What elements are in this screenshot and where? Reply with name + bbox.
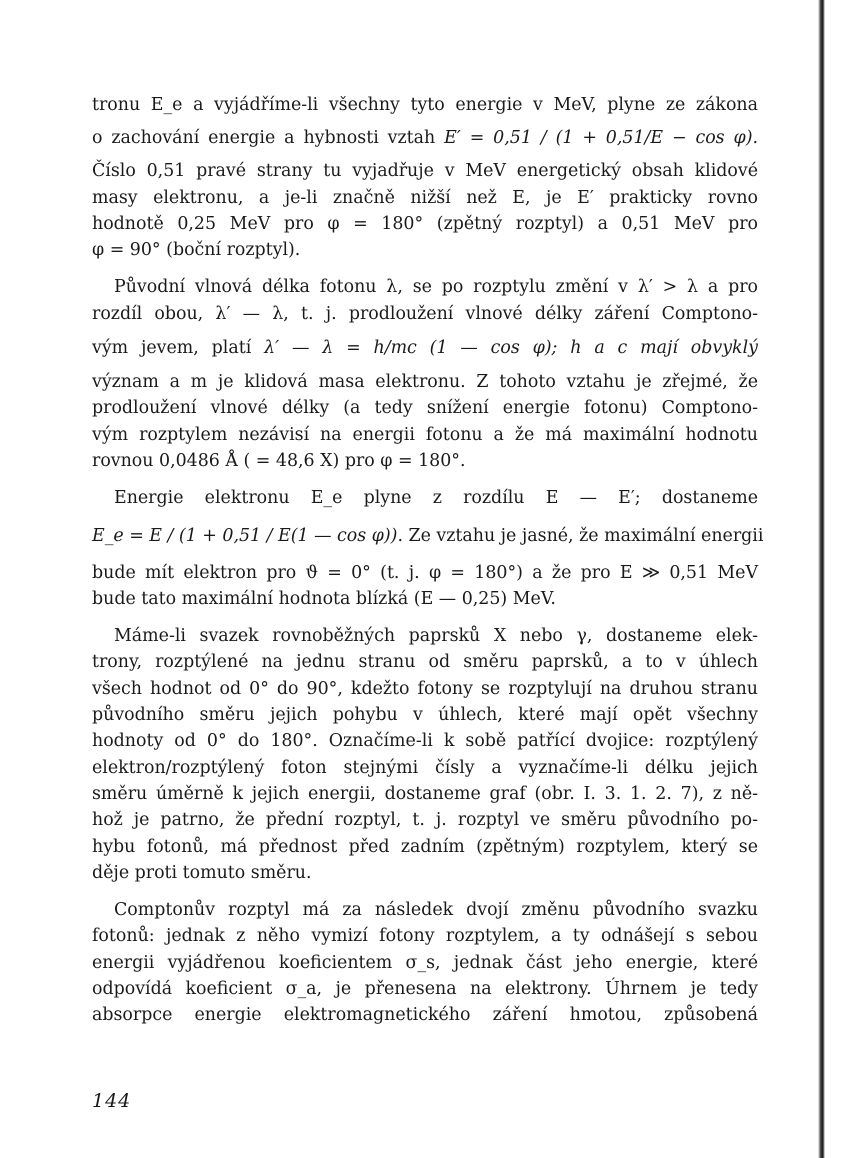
text-line: rovnou 0,0486 Å ( = 48,6 X) pro φ = 180°. [92, 450, 466, 471]
equation-wavelength-shift: λ′ — λ = h/mc (1 — cos φ); h a c mají obvyklý [264, 338, 758, 359]
text-line: Máme-li svazek rovnoběžných paprsků X nebo γ, dostaneme elek- [114, 626, 758, 647]
text-line: fotonů: jednak z něho vymizí fotony rozptylem, a ty odnášejí s sebou [92, 926, 758, 947]
text-line: hož je patrno, že přední rozptyl, t. j. rozptyl ve směru původního po- [92, 810, 758, 831]
equation-line-photon-energy [92, 118, 758, 158]
equation-line-electron-energy [92, 512, 764, 560]
text-line: Číslo 0,51 pravé strany tu vyjadřuje v MeV energetický obsah klidové [92, 161, 758, 182]
text-line: všech hodnot od 0° do 90°, kdežto fotony se rozptylují na druhou stranu [92, 678, 758, 699]
equation-electron-energy: E_e = E / (1 + 0,51 / E(1 — cos φ)) [92, 525, 398, 546]
text-line: absorpce energie elektromagnetického záření hmotou, způsobená [92, 1005, 758, 1026]
text-line: bude mít elektron pro ϑ = 0° (t. j. φ = 180°) a že pro E ≫ 0,51 MeV [92, 562, 758, 583]
text-line: význam a m je klidová masa elektronu. Z tohoto vztahu je zřejmé, že [92, 372, 758, 393]
text-fragment: o zachování energie a hybnosti vztah [92, 128, 436, 149]
text-line: hodnotě 0,25 MeV pro φ = 180° (zpětný rozptyl) a 0,51 MeV pro [92, 213, 758, 234]
text-line: děje proti tomuto směru. [92, 862, 312, 883]
text-line: rozdíl obou, λ′ — λ, t. j. prodloužení vlnové délky záření Comptono- [92, 303, 758, 324]
page-number: 144 [92, 1090, 132, 1112]
paragraph-compton-wavelength [92, 274, 758, 474]
text-line: směru úměrně k jejich energii, dostaneme graf (obr. I. 3. 1. 2. 7), z ně- [92, 783, 758, 804]
body-text [92, 92, 764, 1029]
text-line: vým rozptylem nezávisí na energii fotonu a že má maximální hodnotu [92, 424, 758, 445]
paragraph-scattering-directions [92, 623, 758, 886]
text-fragment: . Ze vztahu je jasné, že maximální energii [397, 525, 764, 546]
equation-photon-energy: E′ = 0,51 / (1 + 0,51/E − cos φ). [444, 128, 759, 149]
text-line: energii vyjádřenou koeficientem σ_s, jednak část jeho energie, které [92, 952, 758, 973]
equation-line-wavelength [92, 327, 758, 369]
text-line: masy elektronu, a je-li značně nižší než E, je E′ prakticky rovno [92, 187, 758, 208]
paragraph-compton-absorption [92, 897, 758, 1028]
text-line: tronu E_e a vyjádříme-li všechny tyto energie v MeV, plyne ze zákona [92, 95, 758, 115]
text-line: φ = 90° (boční rozptyl). [92, 240, 301, 261]
text-line: Comptonův rozptyl má za následek dvojí změnu původního svazku [114, 900, 758, 921]
text-line: hybu fotonů, má přednost před zadním (zpětným) rozptylem, který se [92, 836, 758, 857]
text-line: původního směru jejich pohybu v úhlech, které mají opět všechny [92, 705, 758, 726]
text-line: Původní vlnová délka fotonu λ, se po rozptylu změní v λ′ > λ a pro [114, 277, 758, 298]
text-fragment: vým jevem, platí [92, 338, 252, 359]
text-line: Energie elektronu E_e plyne z rozdílu E — E′; dostaneme [114, 488, 758, 509]
text-line: hodnoty od 0° do 180°. Označíme-li k sobě patřící dvojice: rozptýlený [92, 731, 758, 752]
text-line: odpovídá koeficient σ_a, je přenesena na elektrony. Úhrnem je tedy [92, 979, 758, 1000]
paragraph-electron-energy [92, 485, 764, 612]
paragraph-energy-relation [92, 92, 758, 263]
text-line: prodloužení vlnové délky (a tedy snížení energie fotonu) Comptono- [92, 398, 758, 419]
page-edge-shadow [818, 0, 825, 1158]
text-line: bude tato maximální hodnota blízká (E — 0,25) MeV. [92, 588, 556, 609]
text-line: elektron/rozptýlený foton stejnými čísly a vyznačíme-li délku jejich [92, 757, 758, 778]
text-line: trony, rozptýlené na jednu stranu od směru paprsků, a to v úhlech [92, 652, 758, 673]
